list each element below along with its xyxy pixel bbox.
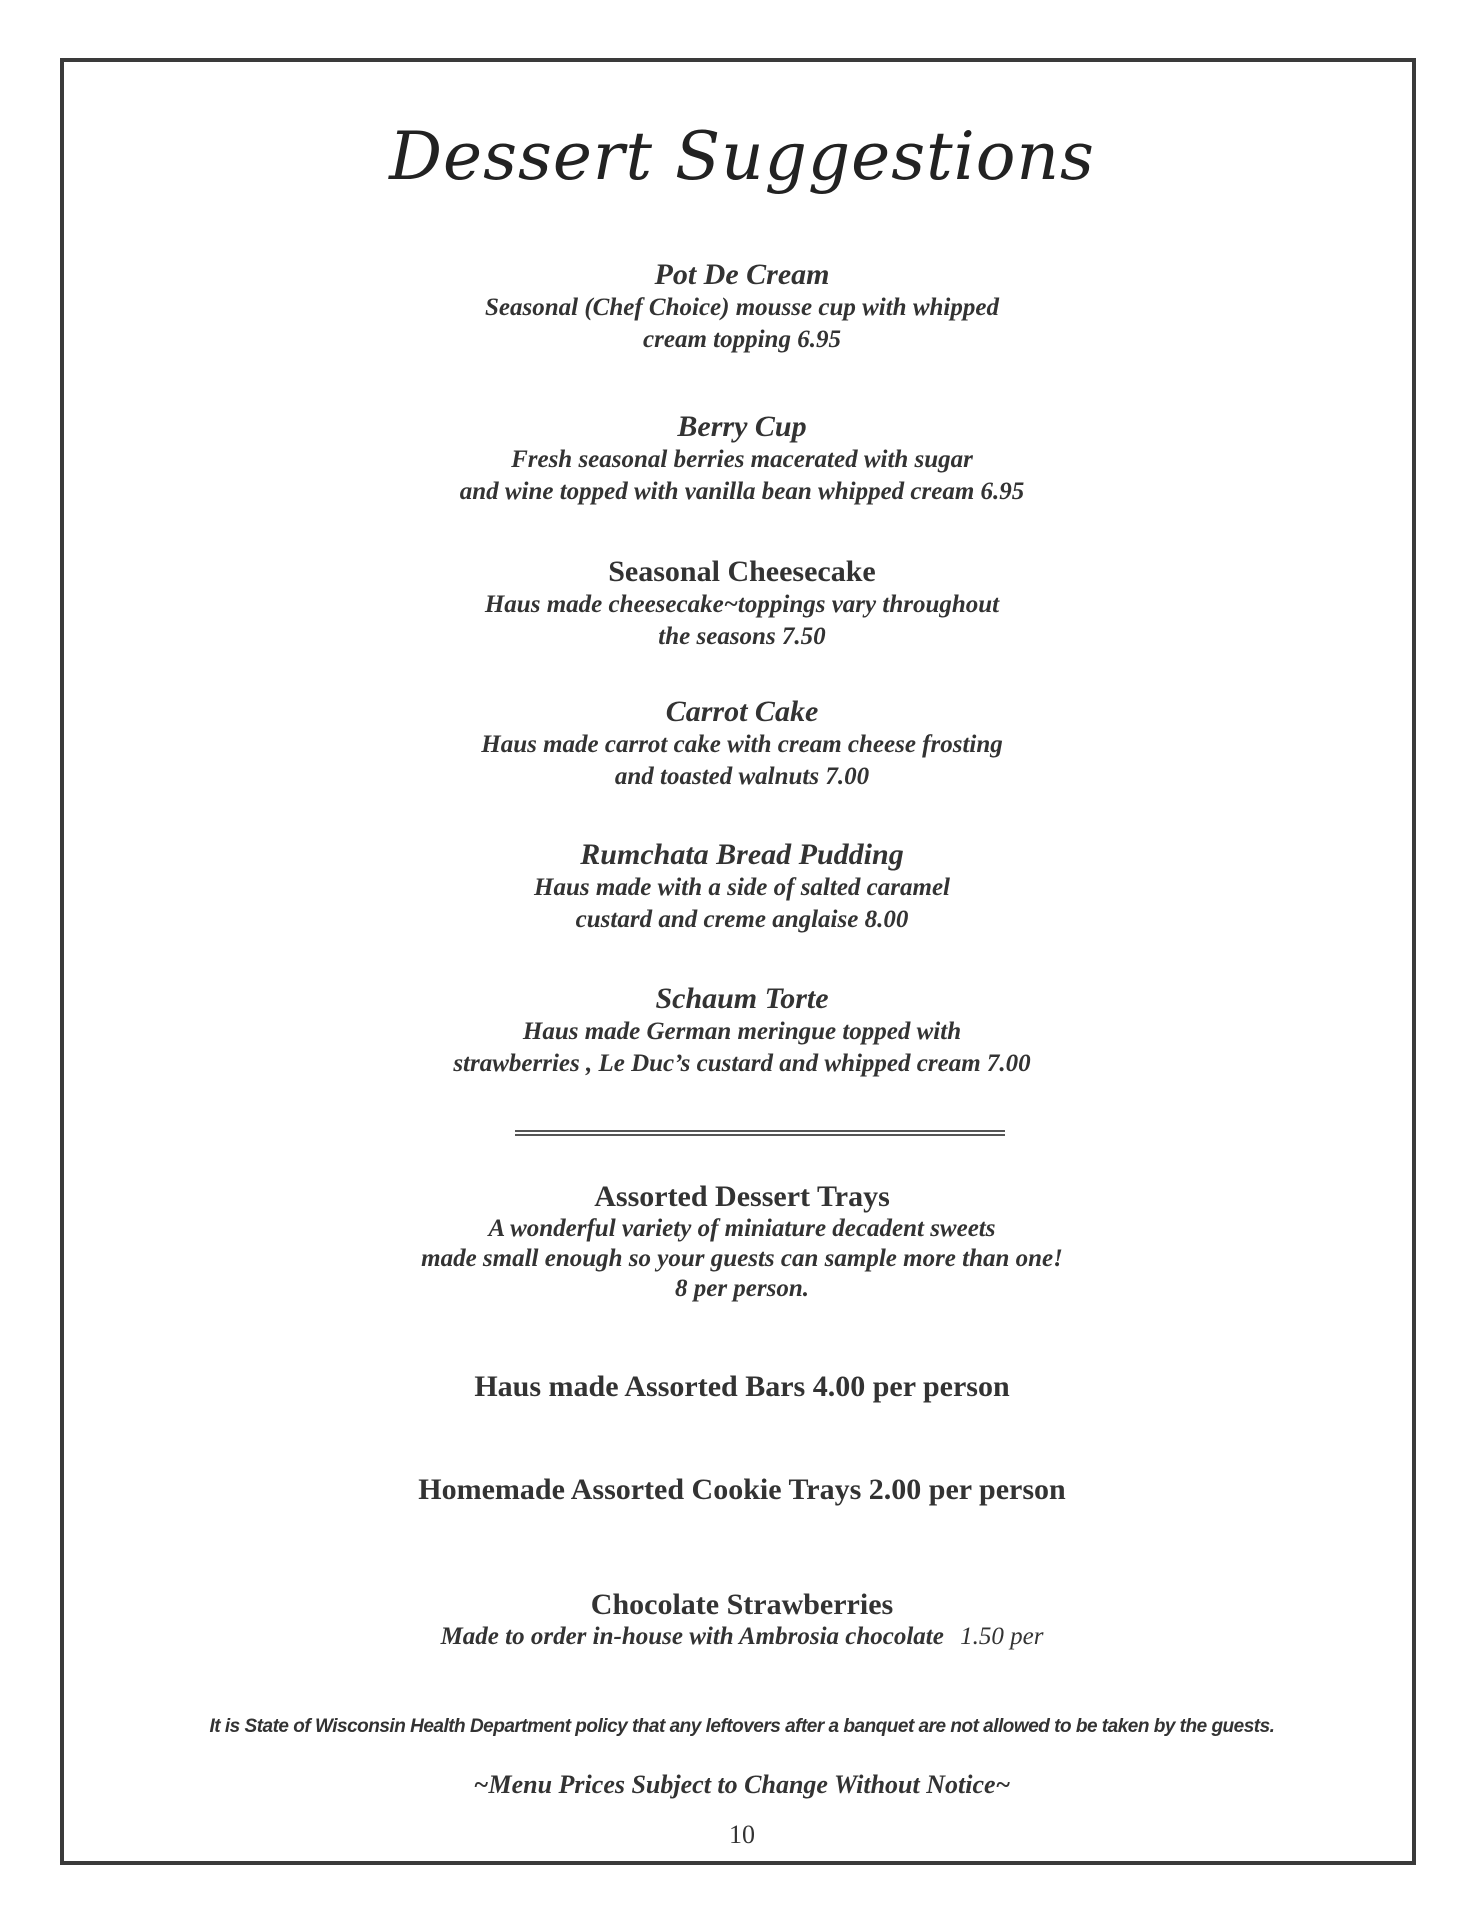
menu-item-chocolate-strawberries	[0, 1588, 1484, 1652]
item-description-line: custard and creme anglaise 8.00	[575, 906, 909, 933]
item-description-text: Made to order in-house with Ambrosia chocolate	[440, 1623, 944, 1650]
item-description	[0, 444, 1484, 508]
item-description-line: Fresh seasonal berries macerated with sugar	[511, 446, 973, 473]
item-description-line: Haus made cheesecake~toppings vary throughout	[484, 591, 1000, 618]
item-name: Schaum Torte	[655, 982, 829, 1015]
menu-item-assorted-dessert-trays	[0, 1180, 1484, 1304]
item-description-line: 8 per person.	[674, 1275, 810, 1302]
item-name: Chocolate Strawberries	[590, 1588, 894, 1621]
item-name: Carrot Cake	[665, 695, 819, 728]
item-description-line: cream topping 6.95	[643, 326, 841, 353]
item-description	[0, 589, 1484, 653]
menu-item-rumchata-bread-pudding	[0, 838, 1484, 936]
health-policy-note: It is State of Wisconsin Health Department policy that any leftovers after a banquet are not allowed to be taken by the guests.	[209, 1716, 1275, 1737]
item-description	[0, 292, 1484, 356]
menu-item-cookie-trays: Homemade Assorted Cookie Trays 2.00 per person	[418, 1473, 1066, 1506]
item-description-line: and toasted walnuts 7.00	[614, 763, 870, 790]
menu-item-schaum-torte	[0, 982, 1484, 1080]
menu-item-seasonal-cheesecake	[0, 555, 1484, 653]
item-description-line: A wonderful variety of miniature decadent sweets	[488, 1215, 996, 1242]
item-description	[0, 1016, 1484, 1080]
item-description-line: and wine topped with vanilla bean whipped cream 6.95	[459, 478, 1025, 505]
menu-item-assorted-bars: Haus made Assorted Bars 4.00 per person	[474, 1370, 1010, 1403]
page-number: 10	[729, 1820, 755, 1849]
item-description	[0, 872, 1484, 936]
section-divider	[515, 1130, 1005, 1136]
item-description-line: made small enough so your guests can sample more than one!	[421, 1245, 1063, 1272]
item-price: 1.50 per	[960, 1623, 1044, 1650]
item-description-line: Haus made German meringue topped with	[522, 1018, 962, 1045]
item-description-line: the seasons 7.50	[658, 623, 826, 650]
menu-item-pot-de-cream	[0, 258, 1484, 356]
price-notice: ~Menu Prices Subject to Change Without Notice~	[473, 1770, 1011, 1799]
item-description-line: Seasonal (Chef Choice) mousse cup with whipped	[485, 294, 999, 321]
item-description-line: strawberries , Le Duc’s custard and whipped cream 7.00	[453, 1050, 1031, 1077]
item-description	[0, 1214, 1484, 1304]
item-description	[0, 1622, 1484, 1652]
item-name: Rumchata Bread Pudding	[580, 838, 904, 871]
item-description	[0, 729, 1484, 793]
item-name: Pot De Cream	[654, 258, 830, 291]
menu-item-carrot-cake	[0, 695, 1484, 793]
menu-item-berry-cup	[0, 410, 1484, 508]
item-name: Berry Cup	[677, 410, 807, 443]
item-name: Seasonal Cheesecake	[608, 555, 876, 588]
page-title: Dessert Suggestions	[389, 118, 1095, 195]
item-name: Assorted Dessert Trays	[594, 1180, 890, 1213]
item-description-line: Haus made carrot cake with cream cheese frosting	[481, 731, 1003, 758]
item-description-line: Haus made with a side of salted caramel	[534, 874, 950, 901]
